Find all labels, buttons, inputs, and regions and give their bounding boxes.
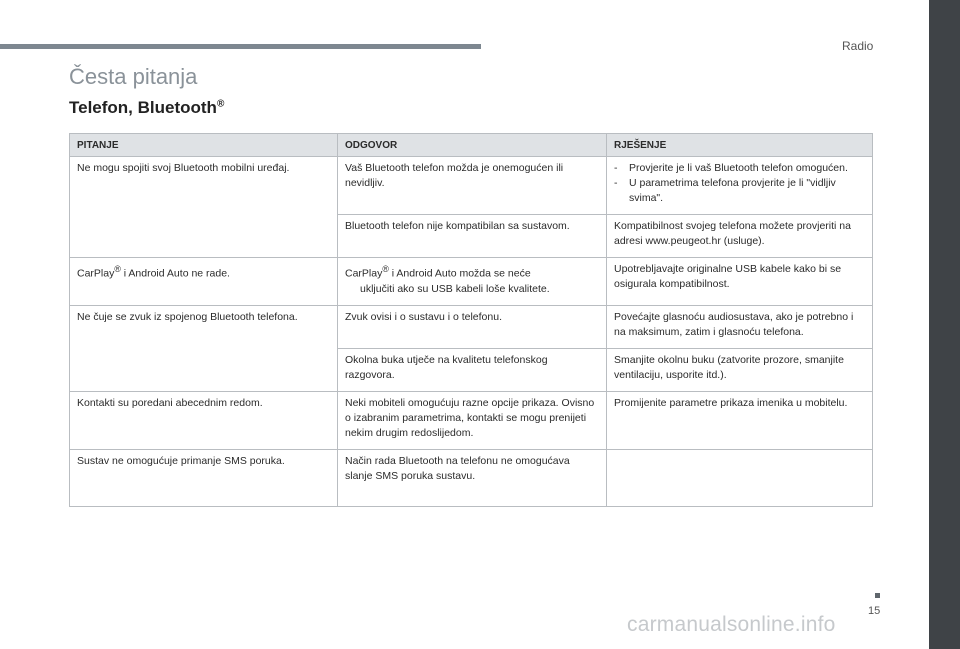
table-row <box>70 305 873 348</box>
page-edge-strip <box>929 0 960 649</box>
answer-cell: Vaš Bluetooth telefon možda je onemogućen ili nevidljiv. <box>338 157 607 215</box>
column-header-solution: RJEŠENJE <box>607 134 873 157</box>
page-title: Česta pitanja <box>69 64 198 89</box>
section-subtitle <box>69 98 224 118</box>
answer-cell <box>338 258 607 306</box>
solution-cell: Upotrebljavajte originalne USB kabele kako bi se osigurala kompatibilnost. <box>607 258 873 306</box>
table-header-row <box>70 134 873 157</box>
header-rule <box>0 44 481 49</box>
column-header-question: PITANJE <box>70 134 338 157</box>
solution-item: - U parametrima telefona provjerite je li "vidljiv svima". <box>614 176 865 206</box>
question-cell: Ne čuje se zvuk iz spojenog Bluetooth telefona. <box>70 305 338 391</box>
question-cell: Kontakti su poredani abecednim redom. <box>70 391 338 449</box>
answer-text: CarPlay <box>345 267 383 280</box>
solution-list <box>614 161 865 206</box>
table-row <box>70 391 873 449</box>
question-cell: Sustav ne omogućuje primanje SMS poruka. <box>70 449 338 506</box>
page-marker <box>875 593 880 598</box>
answer-cell: Način rada Bluetooth na telefonu ne omogućava slanje SMS poruka sustavu. <box>338 449 607 506</box>
answer-text: i Android Auto možda se neće <box>388 267 531 280</box>
solution-item: - Provjerite je li vaš Bluetooth telefon omogućen. <box>614 161 865 176</box>
question-cell <box>70 258 338 306</box>
faq-table <box>69 133 873 507</box>
section-label: Radio <box>842 39 874 53</box>
answer-cell: Bluetooth telefon nije kompatibilan sa sustavom. <box>338 215 607 258</box>
solution-cell <box>607 449 873 506</box>
table-row <box>70 449 873 506</box>
watermark: carmanualsonline.info <box>627 613 836 636</box>
solution-cell <box>607 157 873 215</box>
solution-cell: Smanjite okolnu buku (zatvorite prozore, smanjite ventilaciju, usporite itd.). <box>607 348 873 391</box>
subtitle-registered-mark: ® <box>216 98 225 110</box>
table-row <box>70 157 873 215</box>
question-text: i Android Auto ne rade. <box>120 267 230 280</box>
registered-mark: ® <box>114 264 121 274</box>
answer-text: uključiti ako su USB kabeli loše kvalitete. <box>360 282 550 295</box>
answer-cell: Neki mobiteli omogućuju razne opcije prikaza. Ovisno o izabranim parametrima, kontakti se mogu prenijeti nekim drugim redoslijedom. <box>338 391 607 449</box>
solution-cell: Kompatibilnost svojeg telefona možete provjeriti na adresi www.peugeot.hr (usluge). <box>607 215 873 258</box>
registered-mark: ® <box>382 264 389 274</box>
column-header-answer: ODGOVOR <box>338 134 607 157</box>
question-cell: Ne mogu spojiti svoj Bluetooth mobilni uređaj. <box>70 157 338 258</box>
table-row <box>70 258 873 306</box>
answer-cell: Okolna buka utječe na kvalitetu telefonskog razgovora. <box>338 348 607 391</box>
solution-cell: Povećajte glasnoću audiosustava, ako je potrebno i na maksimum, zatim i glasnoću telefona. <box>607 305 873 348</box>
page-number: 15 <box>868 605 881 617</box>
answer-cell: Zvuk ovisi i o sustavu i o telefonu. <box>338 305 607 348</box>
subtitle-text: Telefon, Bluetooth <box>69 98 217 117</box>
solution-cell: Promijenite parametre prikaza imenika u mobitelu. <box>607 391 873 449</box>
question-text: CarPlay <box>77 267 115 280</box>
